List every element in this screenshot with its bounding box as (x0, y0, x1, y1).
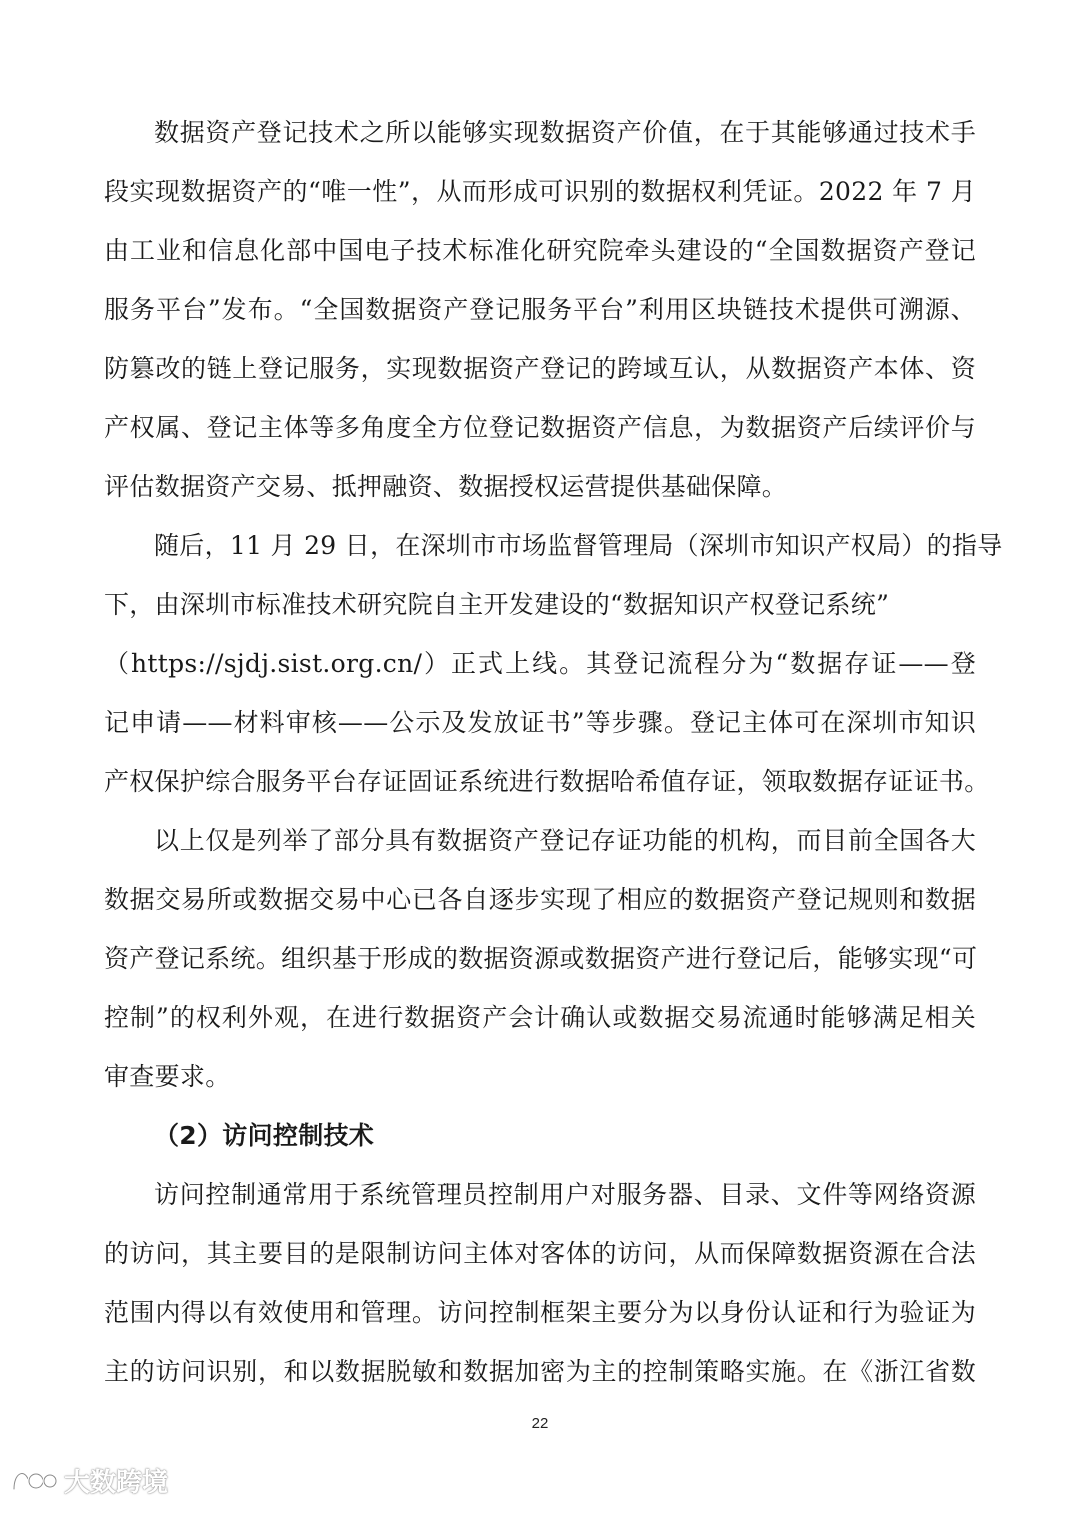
paragraph-line: 服务平台”发布。“全国数据资产登记服务平台”利用区块链技术提供可溯源、 (104, 295, 976, 324)
paragraph-line: 的访问，其主要目的是限制访问主体对客体的访问，从而保障数据资源在合法 (104, 1239, 976, 1268)
paragraph-line: 防篡改的链上登记服务，实现数据资产登记的跨域互认，从数据资产本体、资 (104, 354, 976, 383)
paragraph-line: 数据交易所或数据交易中心已各自逐步实现了相应的数据资产登记规则和数据 (104, 885, 976, 914)
paragraph-line: 段实现数据资产的“唯一性”，从而形成可识别的数据权利凭证。2022 年 7 月 (104, 177, 976, 206)
paragraph-line: 产权属、登记主体等多角度全方位登记数据资产信息，为数据资产后续评价与 (104, 413, 976, 442)
paragraph-line: 产权保护综合服务平台存证固证系统进行数据哈希值存证，领取数据存证证书。 (104, 767, 990, 796)
paragraph-line: 审查要求。 (104, 1062, 231, 1091)
paragraph-line: 随后，11 月 29 日，在深圳市市场监督管理局（深圳市知识产权局）的指导 (154, 531, 1003, 560)
paragraph-line: 主的访问识别，和以数据脱敏和数据加密为主的控制策略实施。在《浙江省数 (104, 1357, 976, 1386)
paragraph-line: （https://sjdj.sist.org.cn/）正式上线。其登记流程分为“数据存证——登 (104, 649, 976, 678)
paragraph-line: 控制”的权利外观，在进行数据资产会计确认或数据交易流通时能够满足相关 (104, 1003, 976, 1032)
paragraph-line: 记申请——材料审核——公示及发放证书”等步骤。登记主体可在深圳市知识 (104, 708, 976, 737)
paragraph-line: 访问控制通常用于系统管理员控制用户对服务器、目录、文件等网络资源 (154, 1180, 976, 1209)
paragraph-line: 资产登记系统。组织基于形成的数据资源或数据资产进行登记后，能够实现“可 (104, 944, 978, 973)
watermark-text: 大数跨境 (64, 1467, 169, 1498)
page-number: 22 (531, 1415, 549, 1432)
paragraph-line: 以上仅是列举了部分具有数据资产登记存证功能的机构，而目前全国各大 (154, 826, 976, 855)
paragraph-line: 范围内得以有效使用和管理。访问控制框架主要分为以身份认证和行为验证为 (104, 1298, 976, 1327)
paragraph-line: 下，由深圳市标准技术研究院自主开发建设的“数据知识产权登记系统” (104, 590, 890, 619)
paragraph-line: 数据资产登记技术之所以能够实现数据资产价值，在于其能够通过技术手 (154, 118, 976, 147)
paragraph-line: 由工业和信息化部中国电子技术标准化研究院牵头建设的“全国数据资产登记 (104, 236, 976, 265)
watermark (10, 1460, 168, 1500)
brand-logo-icon (10, 1465, 58, 1495)
paragraph-line: 评估数据资产交易、抵押融资、数据授权运营提供基础保障。 (104, 472, 788, 501)
section-heading: （2）访问控制技术 (154, 1121, 375, 1150)
